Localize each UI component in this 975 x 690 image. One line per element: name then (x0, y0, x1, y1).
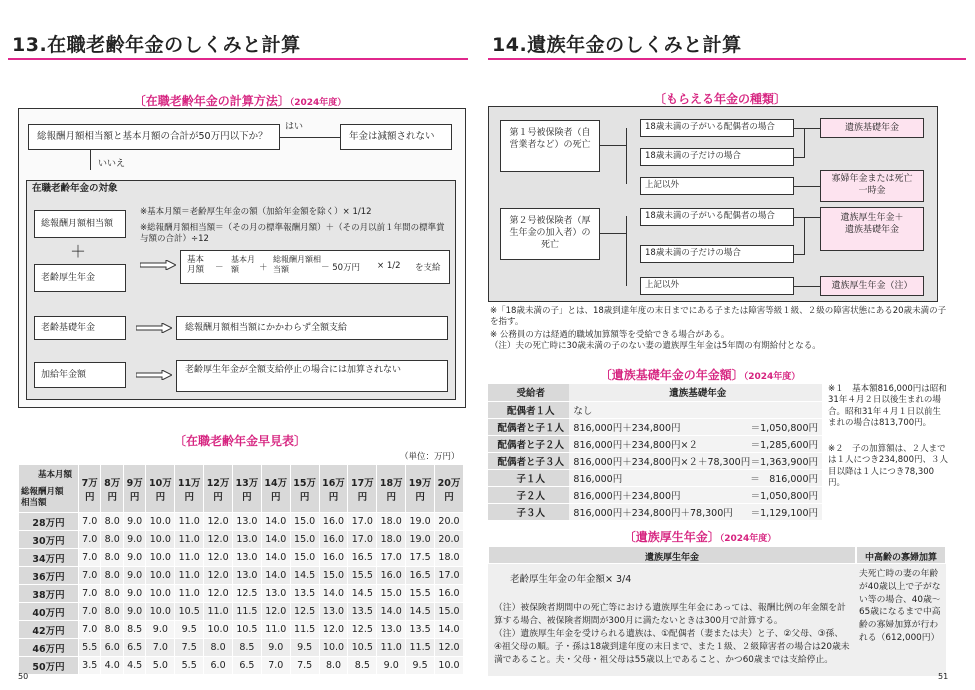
table-cell: 5.5 (79, 639, 101, 657)
target-header: 在職老齢年金の対象 (32, 183, 118, 194)
table-cell: 9.0 (123, 567, 145, 585)
table-cell: 9.0 (261, 639, 290, 657)
item-kiso: 老齢基礎年金 (34, 316, 126, 340)
insured-2: 第２号被保険者（厚生年金の加入者）の死亡 (500, 208, 600, 260)
yes-result: 年金は減額されない (340, 124, 452, 150)
case-4: 18歳未満の子がいる配偶者の場合 (640, 208, 794, 226)
table-cell: 11.0 (175, 585, 204, 603)
table-cell: 8.0 (101, 531, 123, 549)
table-cell: 12.5 (232, 585, 261, 603)
case-3: 上記以外 (640, 177, 794, 195)
table-cell: 7.0 (146, 639, 175, 657)
col-head: 13万円 (232, 465, 261, 513)
kiso-value: ＝1,129,100円 (750, 503, 822, 520)
table-cell: 14.5 (406, 603, 435, 621)
col-head: 20万円 (435, 465, 464, 513)
no-label: いいえ (98, 159, 126, 169)
case-6: 上記以外 (640, 277, 794, 295)
table-cell: 15.0 (319, 567, 348, 585)
table-cell: 10.5 (232, 621, 261, 639)
table-cell: 11.0 (204, 603, 233, 621)
table-cell: 8.5 (232, 639, 261, 657)
right-section-title: 14.遺族年金のしくみと計算 (492, 34, 742, 56)
calc-heading: 〔在職老齢年金の計算方法〕（2024年度） (133, 94, 347, 108)
table-cell: 12.5 (290, 603, 319, 621)
table-cell: 14.0 (261, 549, 290, 567)
table-cell: 16.5 (348, 549, 377, 567)
col-head: 9万円 (123, 465, 145, 513)
kiso-value: ＝1,050,800円 (750, 486, 822, 503)
row-head: 28万円 (19, 513, 79, 531)
connector (600, 145, 626, 146)
table-cell: 13.0 (319, 603, 348, 621)
row-head: 50万円 (19, 657, 79, 675)
table-cell: 13.0 (232, 513, 261, 531)
table-row (19, 639, 464, 657)
row-head: 34万円 (19, 549, 79, 567)
table-cell: 11.0 (175, 513, 204, 531)
table-cell: 9.5 (290, 639, 319, 657)
kiso-value: ＝ 816,000円 (750, 469, 822, 486)
arrow-icon (136, 370, 172, 380)
table-row (19, 513, 464, 531)
note-kihon: ※基本月額＝老齢厚生年金の額（加給年金額を除く）× 1/12 (140, 207, 372, 217)
kiso-who: 配偶者と子１人 (488, 418, 569, 435)
table-cell: 17.0 (435, 567, 464, 585)
table-cell: 9.0 (123, 531, 145, 549)
table-cell: 10.0 (146, 567, 175, 585)
table-cell: 11.0 (175, 549, 204, 567)
kiso-calc: 816,000円＋234,800円 (569, 418, 750, 435)
formula-box: 基本月額 － 基本月額 ＋ 総報酬月額相当額 － 50万円 × 1/2 を支給 (180, 250, 450, 284)
table-cell: 4.5 (123, 657, 145, 675)
table-cell: 11.5 (232, 603, 261, 621)
note-a: ※「18歳未満の子」とは、18歳到達年度の末日までにある子または障害等級１級、２級の障害状態にある20歳未満の子を指す。 (490, 306, 947, 328)
kiso-who: 子２人 (488, 486, 569, 503)
col-head: 16万円 (319, 465, 348, 513)
table-cell: 9.0 (123, 513, 145, 531)
table-cell: 17.5 (406, 549, 435, 567)
table-cell: 9.5 (406, 657, 435, 675)
table-cell: 4.0 (101, 657, 123, 675)
table-cell: 15.0 (290, 549, 319, 567)
table-cell: 13.5 (348, 603, 377, 621)
table-cell: 6.0 (204, 657, 233, 675)
table-cell: 12.0 (204, 567, 233, 585)
table-cell: 7.0 (79, 549, 101, 567)
table-row (19, 567, 464, 585)
table-cell: 9.0 (123, 585, 145, 603)
table-cell: 10.0 (146, 513, 175, 531)
types-heading: 〔もらえる年金の種類〕 (653, 92, 786, 106)
corner-cell: 基本月額 総報酬月額相当額 (19, 465, 79, 513)
arrow-icon (136, 323, 172, 333)
table-cell: 8.0 (101, 585, 123, 603)
table-cell: 15.5 (406, 585, 435, 603)
table-cell: 8.0 (101, 603, 123, 621)
row-head: 46万円 (19, 639, 79, 657)
table-cell: 6.5 (232, 657, 261, 675)
connector (794, 186, 820, 187)
kosei-head-2: 中高齢の寡婦加算 (856, 546, 946, 564)
table-row (488, 469, 822, 486)
table-cell: 17.0 (348, 513, 377, 531)
kiso-who: 配偶者と子２人 (488, 435, 569, 452)
table-row (19, 531, 464, 549)
left-section-title: 13.在職老齢年金のしくみと計算 (12, 34, 301, 56)
table-cell: 10.5 (348, 639, 377, 657)
table-cell: 16.0 (377, 567, 406, 585)
kiso-calc: 816,000円＋234,800円＋78,300円 (569, 503, 750, 520)
table-cell: 7.0 (79, 567, 101, 585)
table-row (19, 603, 464, 621)
table-cell: 11.0 (261, 621, 290, 639)
col-head: 19万円 (406, 465, 435, 513)
table-cell: 13.5 (290, 585, 319, 603)
connector (626, 128, 627, 184)
table-cell: 16.0 (319, 513, 348, 531)
case-1: 18歳未満の子がいる配偶者の場合 (640, 119, 794, 137)
kiso-value: ＝1,363,900円 (750, 452, 822, 469)
table-cell: 12.0 (204, 513, 233, 531)
table-cell: 9.5 (175, 621, 204, 639)
connector (794, 217, 820, 218)
connector (794, 254, 804, 255)
table-row (488, 401, 822, 418)
note-b: ※ 公務員の方は経過的職域加算額等を受給できる場合がある。 (490, 330, 730, 340)
table-cell: 14.0 (377, 603, 406, 621)
table-cell: 10.0 (146, 603, 175, 621)
table-cell: 20.0 (435, 531, 464, 549)
table-cell: 15.0 (377, 585, 406, 603)
table-cell: 9.0 (123, 603, 145, 621)
table-cell: 11.5 (406, 639, 435, 657)
table-cell: 17.0 (348, 531, 377, 549)
connector (794, 286, 820, 287)
col-head: 7万円 (79, 465, 101, 513)
table-cell: 14.0 (261, 531, 290, 549)
page-number-left: 50 (18, 672, 29, 681)
table-cell: 14.5 (290, 567, 319, 585)
table-cell: 12.0 (204, 549, 233, 567)
table-cell: 16.5 (406, 567, 435, 585)
table-cell: 12.0 (261, 603, 290, 621)
kosei-head-1: 遺族厚生年金 (488, 546, 856, 564)
table-row (488, 452, 822, 469)
table-cell: 10.0 (146, 549, 175, 567)
table-cell: 11.0 (175, 567, 204, 585)
table-cell: 13.0 (232, 549, 261, 567)
connector (804, 128, 805, 158)
table-cell: 8.0 (101, 621, 123, 639)
table-cell: 13.0 (232, 531, 261, 549)
kosei-note-1: （注）被保険者期間中の死亡等における遺族厚生年金にあっては、報酬比例の年金額を計算する場合、被保険者期間が300月に満たないときは300月で計算する。 (494, 603, 846, 626)
table-row (19, 621, 464, 639)
kiso-table (488, 384, 822, 521)
col-head: 17万円 (348, 465, 377, 513)
table-cell: 7.0 (79, 585, 101, 603)
result-kosei-kiso: 遺族厚生年金＋遺族基礎年金 (820, 207, 924, 251)
kiso-note-2: ※２ 子の加算額は、２人までは１人につき234,800円、３人目以降は１人につき78,300円。 (828, 444, 948, 489)
table-cell: 7.0 (79, 513, 101, 531)
table-cell: 12.0 (319, 621, 348, 639)
yes-label: はい (285, 122, 304, 132)
col-head: 15万円 (290, 465, 319, 513)
kiso-head-who: 受給者 (488, 384, 569, 401)
table-cell: 18.0 (377, 531, 406, 549)
page-number-right: 51 (938, 672, 949, 681)
table-cell: 7.5 (290, 657, 319, 675)
table-cell: 13.0 (232, 567, 261, 585)
kiso-calc: 816,000円＋234,800円 (569, 486, 750, 503)
connector (600, 233, 626, 234)
table-cell: 12.0 (204, 531, 233, 549)
table-cell: 10.0 (319, 639, 348, 657)
kiso-who: 配偶者１人 (488, 401, 569, 418)
table-cell: 20.0 (435, 513, 464, 531)
table-cell: 15.0 (290, 531, 319, 549)
yes-line (280, 137, 340, 138)
case-2: 18歳未満の子だけの場合 (640, 148, 794, 166)
kakyu-result: 老齢厚生年金が全額支給停止の場合には加算されない (176, 360, 448, 392)
table-cell: 9.0 (377, 657, 406, 675)
question-box: 総報酬月額相当額と基本月額の合計が50万円以下か？ (28, 124, 280, 150)
kiso-calc: なし (569, 401, 750, 418)
kiso-calc: 816,000円 (569, 469, 750, 486)
table-cell: 19.0 (406, 513, 435, 531)
table-cell: 9.0 (146, 621, 175, 639)
table-cell: 10.0 (146, 531, 175, 549)
table-cell: 13.0 (261, 585, 290, 603)
item-kosei: 老齢厚生年金 (34, 264, 126, 292)
insured-1: 第１号被保険者（自営業者など）の死亡 (500, 120, 600, 172)
kiso-calc: 816,000円＋234,800円×２ (569, 435, 750, 452)
table-cell: 13.0 (377, 621, 406, 639)
table-row (488, 503, 822, 520)
table-cell: 7.0 (79, 531, 101, 549)
result-kafu: 寡婦年金または死亡一時金 (820, 170, 924, 202)
table-cell: 18.0 (377, 513, 406, 531)
table-cell: 5.5 (175, 657, 204, 675)
table-cell: 9.0 (123, 549, 145, 567)
table-cell: 3.5 (79, 657, 101, 675)
connector (794, 157, 804, 158)
table-cell: 16.0 (435, 585, 464, 603)
table-cell: 14.5 (348, 585, 377, 603)
case-5: 18歳未満の子だけの場合 (640, 245, 794, 263)
table-cell: 6.0 (101, 639, 123, 657)
kiso-value: ＝1,050,800円 (750, 418, 822, 435)
table-cell: 14.0 (261, 513, 290, 531)
connector (626, 216, 627, 286)
item-kakyu: 加給年金額 (34, 362, 126, 388)
row-head: 30万円 (19, 531, 79, 549)
table-cell: 13.5 (406, 621, 435, 639)
table-cell: 8.0 (204, 639, 233, 657)
table-cell: 14.0 (261, 567, 290, 585)
table-cell: 11.0 (377, 639, 406, 657)
col-head: 11万円 (175, 465, 204, 513)
result-kosei: 遺族厚生年金（注） (820, 276, 924, 296)
table-cell: 7.0 (261, 657, 290, 675)
table-cell: 12.0 (435, 639, 464, 657)
table-row (19, 585, 464, 603)
table-cell: 15.0 (290, 513, 319, 531)
kiso-who: 配偶者と子３人 (488, 452, 569, 469)
table-cell: 8.0 (319, 657, 348, 675)
left-title-rule (8, 58, 468, 60)
kiso-value (750, 401, 822, 418)
table-cell: 14.0 (435, 621, 464, 639)
note-soho: ※総報酬月額相当額＝（その月の標準報酬月額）＋（その月以前１年間の標準賞与額の合計）÷12 (140, 223, 445, 245)
table-cell: 16.0 (319, 549, 348, 567)
table-cell: 16.0 (319, 531, 348, 549)
kiso-calc: 816,000円＋234,800円×２＋78,300円 (569, 452, 750, 469)
col-head: 8万円 (101, 465, 123, 513)
row-head: 36万円 (19, 567, 79, 585)
kiso-who: 子１人 (488, 469, 569, 486)
kiso-note-1: ※１ 基本額816,000円は昭和31年４月２日以後生まれの場合。昭和31年４月１日以前生まれの場合は813,700円。 (828, 384, 947, 429)
kiso-heading: 〔遺族基礎年金の年金額〕（2024年度） (599, 368, 801, 382)
col-head: 10万円 (146, 465, 175, 513)
row-head: 40万円 (19, 603, 79, 621)
col-head: 12万円 (204, 465, 233, 513)
table-cell: 19.0 (406, 531, 435, 549)
table-cell: 6.5 (123, 639, 145, 657)
table-cell: 18.0 (435, 549, 464, 567)
table-cell: 11.0 (175, 531, 204, 549)
row-head: 38万円 (19, 585, 79, 603)
table-cell: 8.5 (348, 657, 377, 675)
kiso-result: 総報酬月額相当額にかかわらず全額支給 (176, 316, 448, 340)
no-line (90, 150, 91, 170)
table-cell: 14.0 (319, 585, 348, 603)
table-row (488, 418, 822, 435)
unit-label: （単位：万円） (400, 452, 460, 462)
table-cell: 10.0 (204, 621, 233, 639)
connector (804, 217, 805, 255)
table-row (488, 435, 822, 452)
arrow-icon (140, 260, 176, 270)
table-cell: 10.0 (435, 657, 464, 675)
connector (794, 128, 820, 129)
table-cell: 8.0 (101, 513, 123, 531)
table-cell: 12.0 (204, 585, 233, 603)
table-cell: 7.5 (175, 639, 204, 657)
kiso-head-amount: 遺族基礎年金 (569, 384, 822, 401)
table-cell: 8.0 (101, 567, 123, 585)
quick-table (18, 464, 464, 675)
table-cell: 15.5 (348, 567, 377, 585)
item-plus: ＋ (70, 242, 87, 261)
col-head: 14万円 (261, 465, 290, 513)
right-title-rule (488, 58, 966, 60)
table-row (19, 657, 464, 675)
item-soho: 総報酬月額相当額 (34, 210, 126, 238)
result-kiso: 遺族基礎年金 (820, 118, 924, 138)
row-head: 42万円 (19, 621, 79, 639)
table-cell: 15.0 (435, 603, 464, 621)
table-cell: 10.5 (175, 603, 204, 621)
table-cell: 8.0 (101, 549, 123, 567)
table-cell: 11.5 (290, 621, 319, 639)
table-cell: 12.5 (348, 621, 377, 639)
kiso-who: 子３人 (488, 503, 569, 520)
quick-heading: 〔在職老齢年金早見表〕 (173, 434, 306, 448)
note-c: （注）夫の死亡時に30歳未満の子のない妻の遺族厚生年金は5年間の有期給付となる。 (490, 341, 821, 351)
table-row (488, 486, 822, 503)
table-row (19, 549, 464, 567)
table-cell: 7.0 (79, 621, 101, 639)
table-cell: 10.0 (146, 585, 175, 603)
kosei-heading: 〔遺族厚生年金〕（2024年度） (623, 530, 777, 544)
table-cell: 8.5 (123, 621, 145, 639)
col-head: 18万円 (377, 465, 406, 513)
kosei-note-2: （注）遺族厚生年金を受けられる遺族は、①配偶者（妻または夫）と子、②父母、③孫、④祖父母の順。子・孫は18歳到達年度の末日まで、また１級、２級障害者の場合は20歳未満であること。夫・父母・祖父母は55歳以上であること、かつ60歳までは支給停止。 (494, 629, 850, 665)
kosei-formula: 老齢厚生年金の年金額× 3/4 (510, 574, 632, 585)
kiso-value: ＝1,285,600円 (750, 435, 822, 452)
table-cell: 7.0 (79, 603, 101, 621)
table-cell: 17.0 (377, 549, 406, 567)
table-cell: 5.0 (146, 657, 175, 675)
kosei-side: 夫死亡時の妻の年齢が40歳以上で子がない等の場合、40歳～65歳になるまで中高齢の寡婦加算が行われる（612,000円） (856, 564, 946, 676)
